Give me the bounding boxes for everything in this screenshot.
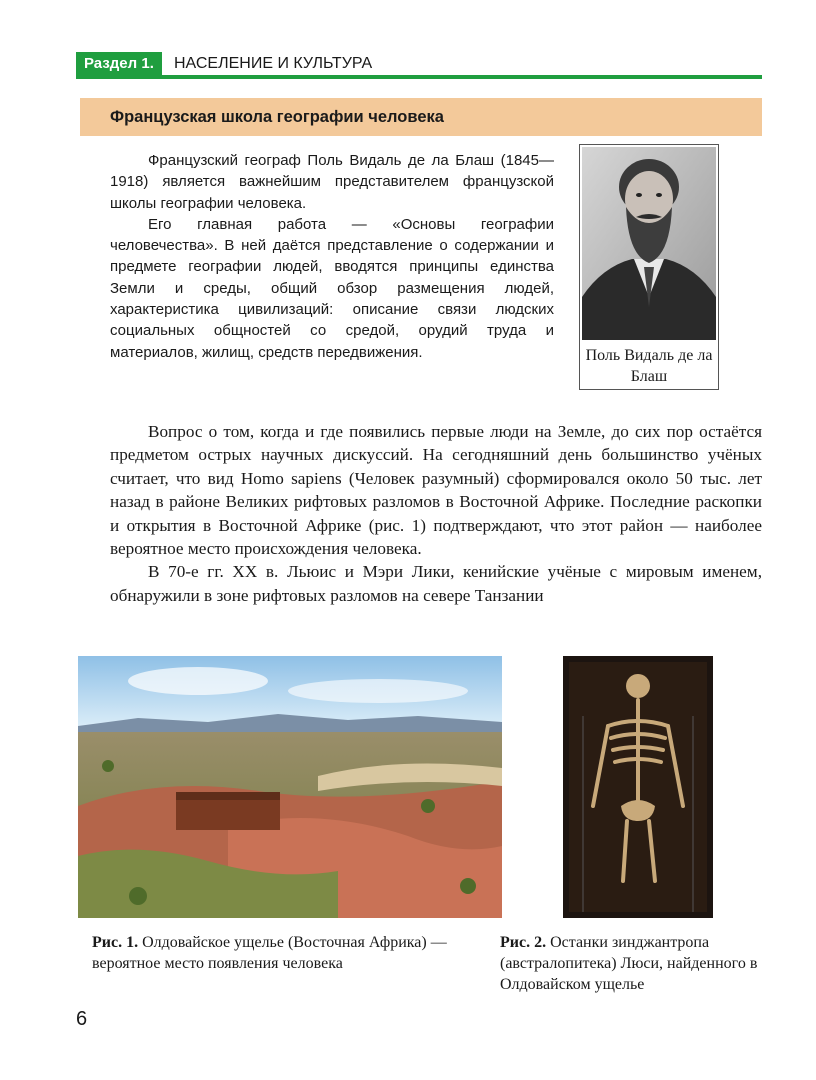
portrait-caption: Поль Видаль де ла Блаш xyxy=(585,347,713,385)
box-text xyxy=(110,150,554,363)
portrait-photo xyxy=(582,147,716,340)
box-paragraph: Французский географ Поль Видаль де ла Блаш (1845—1918) является важнейшим представителем французской школы географии человека. xyxy=(110,152,554,212)
figure-1-caption xyxy=(92,932,492,974)
figure-2-photo xyxy=(563,656,713,918)
page-number: 6 xyxy=(76,1008,88,1030)
box-title: Французская школа географии человека xyxy=(110,108,444,126)
figure-2-label: Рис. 2. xyxy=(500,934,547,951)
figure-1-label: Рис. 1. xyxy=(92,934,139,951)
figure-1-text: Олдовайское ущелье (Восточная Африка) — вероятное место появления человека xyxy=(92,934,447,972)
header-rule xyxy=(76,75,762,79)
main-text xyxy=(110,420,762,607)
box-paragraph: Его главная работа — «Основы географии человечества». В ней даётся представление о содержании и предмете географии людей, вводятся принципы единства Земли и среды, общий обзор размещения людей, характеристика цивилизаций: описание связи людских социальных общностей со средой, орудий труда и материалов, жилищ, средств передвижения. xyxy=(110,215,554,361)
section-title: НАСЕЛЕНИЕ И КУЛЬТУРА xyxy=(174,55,373,72)
figure-1-photo xyxy=(78,656,502,918)
main-paragraph: В 70-е гг. XX в. Льюис и Мэри Лики, кенийские учёные с мировым именем, обнаружили в зоне рифтовых разломов на севере Танзании xyxy=(110,562,762,605)
main-paragraph: Вопрос о том, когда и где появились первые люди на Земле, до сих пор остаётся предметом острых научных дискуссий. На сегодняшний день большинство учёных считает, что вид Homo sapiens (Человек разумный) сформировался около 50 тыс. лет назад в районе Великих рифтовых разломов в Восточной Африке. Последние раскопки и открытия в Восточной Африке (рис. 1) подтверждают, что этот район — наиболее вероятное место происхождения человека. xyxy=(110,422,762,559)
figure-2-text: Останки зинджантропа (австралопитека) Люси, найденного в Олдовайском ущелье xyxy=(500,934,758,993)
figure-2-caption xyxy=(500,932,762,995)
section-badge: Раздел 1. xyxy=(76,52,162,76)
